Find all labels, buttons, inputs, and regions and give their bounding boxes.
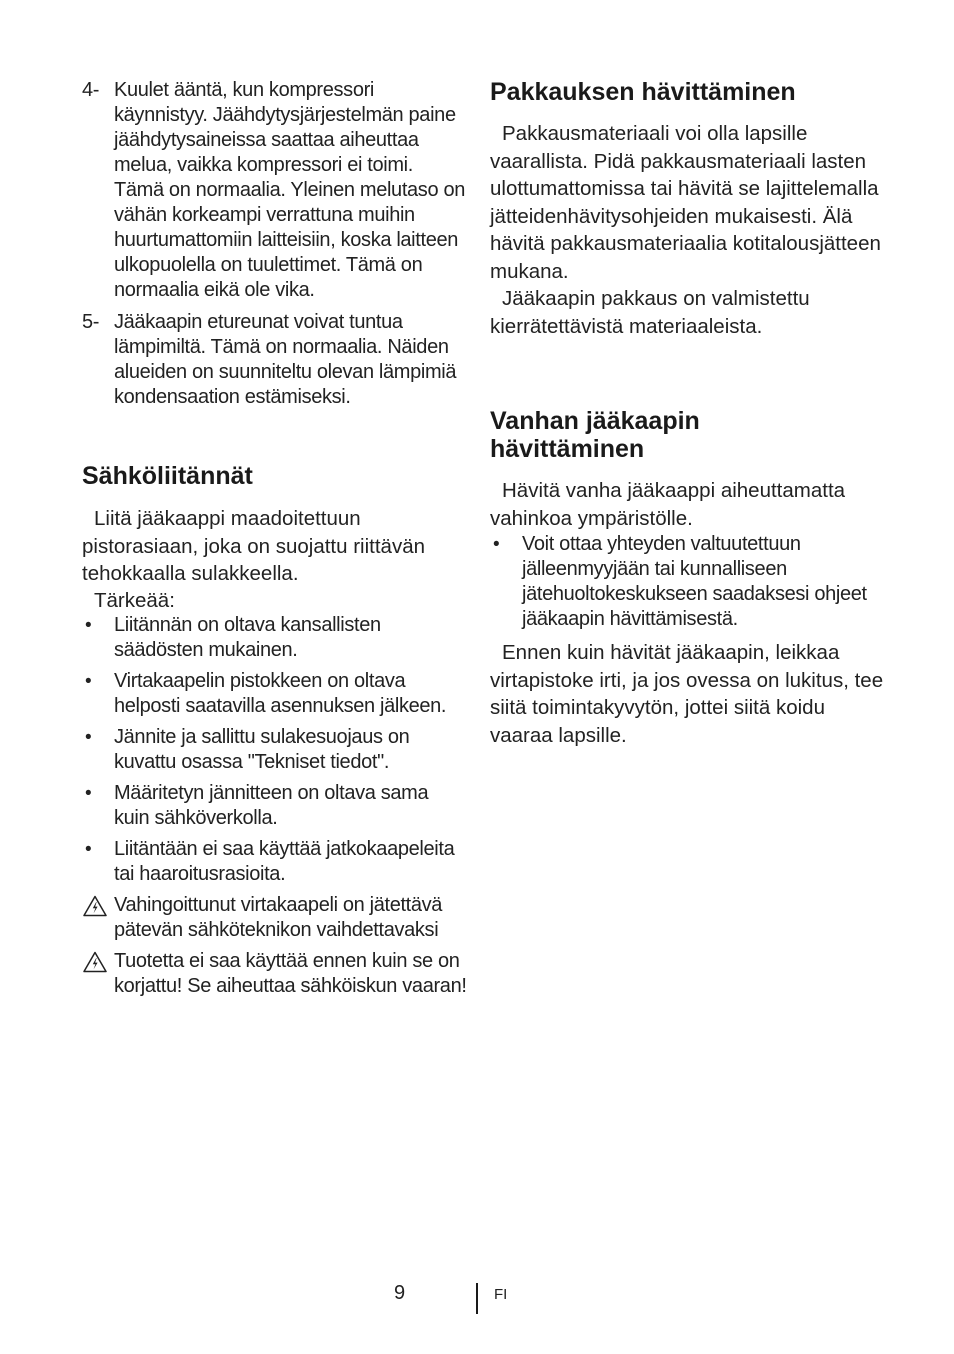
bullet-text: Voit ottaa yhteyden valtuutettuun jälleenmyyjään tai kunnalliseen jätehuoltokeskukseen saadaksesi ohjeet jääkaapin hävittämisestä. [522, 533, 867, 630]
packaging-paragraph: Jääkaapin pakkaus on valmistettu kierrätettävistä materiaaleista. [490, 287, 810, 338]
bullet-icon: • [493, 534, 500, 555]
left-column [82, 78, 467, 999]
bullet-icon: • [85, 726, 92, 748]
bullet-icon: • [85, 614, 92, 636]
old-fridge-intro: Hävitä vanha jääkaappi aiheuttamatta vahinkoa ympäristölle. [490, 479, 846, 530]
list-item [82, 837, 467, 887]
electric-hazard-icon [83, 895, 107, 924]
packaging-paragraph: Pakkausmateriaali voi olla lapsille vaarallista. Pidä pakkausmateriaali lasten ulottumattomissa tai hävitä se lajittelemalla jätteidenhävitysohjeiden mukaisesti. Älä hävitä pakkausmateriaalia kotitalousjätteen mukana. [490, 122, 881, 283]
list-item [82, 613, 467, 663]
section-heading-packaging: Pakkauksen hävittäminen [490, 78, 796, 106]
warning-text: Vahingoittunut virtakaapeli on jätettävä pätevän sähköteknikon vaihdettavaksi [114, 893, 443, 941]
bullet-text: Liitännän on oltava kansallisten säädösten mukainen. [114, 613, 381, 661]
page-number: 9 [394, 1282, 406, 1304]
bullet-icon: • [85, 670, 92, 692]
bullet-text: Liitäntään ei saa käyttää jatkokaapeleita tai haaroitusrasioita. [114, 837, 455, 885]
list-item [490, 532, 890, 632]
list-item [82, 669, 467, 719]
bullet-icon: • [85, 838, 92, 860]
list-item-text: Jääkaapin etureunat voivat tuntua lämpimiltä. Tämä on normaalia. Näiden alueiden on suunniteltu olevan lämpimiä kondensaation estämiseksi. [114, 311, 457, 408]
electric-hazard-icon [83, 951, 107, 980]
footer-divider [476, 1283, 478, 1314]
list-number: 5- [82, 311, 100, 333]
numbered-item-4 [82, 78, 467, 303]
list-number: 4- [82, 79, 100, 101]
bullet-text: Määritetyn jännitteen on oltava sama kuin sähköverkolla. [114, 781, 429, 829]
warning-text: Tuotetta ei saa käyttää ennen kuin se on korjattu! Se aiheuttaa sähköiskun vaaran! [114, 949, 467, 997]
numbered-item-5 [82, 310, 467, 410]
list-item [82, 725, 467, 775]
right-column [490, 78, 890, 749]
electrical-intro: Liitä jääkaappi maadoitettuun pistorasiaan, joka on suojattu riittävän tehokkaalla sulakkeella. [82, 507, 426, 585]
important-label: Tärkeää: [94, 588, 175, 612]
bullet-icon: • [85, 782, 92, 804]
list-item [82, 781, 467, 831]
warning-item [82, 893, 467, 943]
warning-item [82, 949, 467, 999]
section-heading-old-fridge: Vanhan jääkaapin hävittäminen [490, 407, 700, 463]
old-fridge-closing: Ennen kuin hävität jääkaapin, leikkaa virtapistoke irti, ja jos ovessa on lukitus, tee siitä toimintakyvytön, jottei siitä koidu vaaraa lapsille. [490, 641, 884, 747]
bullet-text: Virtakaapelin pistokkeen on oltava helposti saatavilla asennuksen jälkeen. [114, 669, 447, 717]
list-item-text: Kuulet ääntä, kun kompressori käynnistyy. Jäähdytysjärjestelmän paine jäähdytysaineissa saattaa aiheuttaa melua, vaikka kompressori ei toimi. Tämä on normaalia. Yleinen melutaso on vähän korkeampi verrattuna muihin huurtumattomiin laitteisiin, koska laitteen ulkopuolella on tuulettimet. Tämä on normaalia eikä ole vika. [114, 79, 465, 301]
section-heading-electrical: Sähköliitännät [82, 462, 253, 490]
bullet-text: Jännite ja sallittu sulakesuojaus on kuvattu osassa "Tekniset tiedot". [114, 725, 410, 773]
language-code: FI [494, 1286, 508, 1303]
